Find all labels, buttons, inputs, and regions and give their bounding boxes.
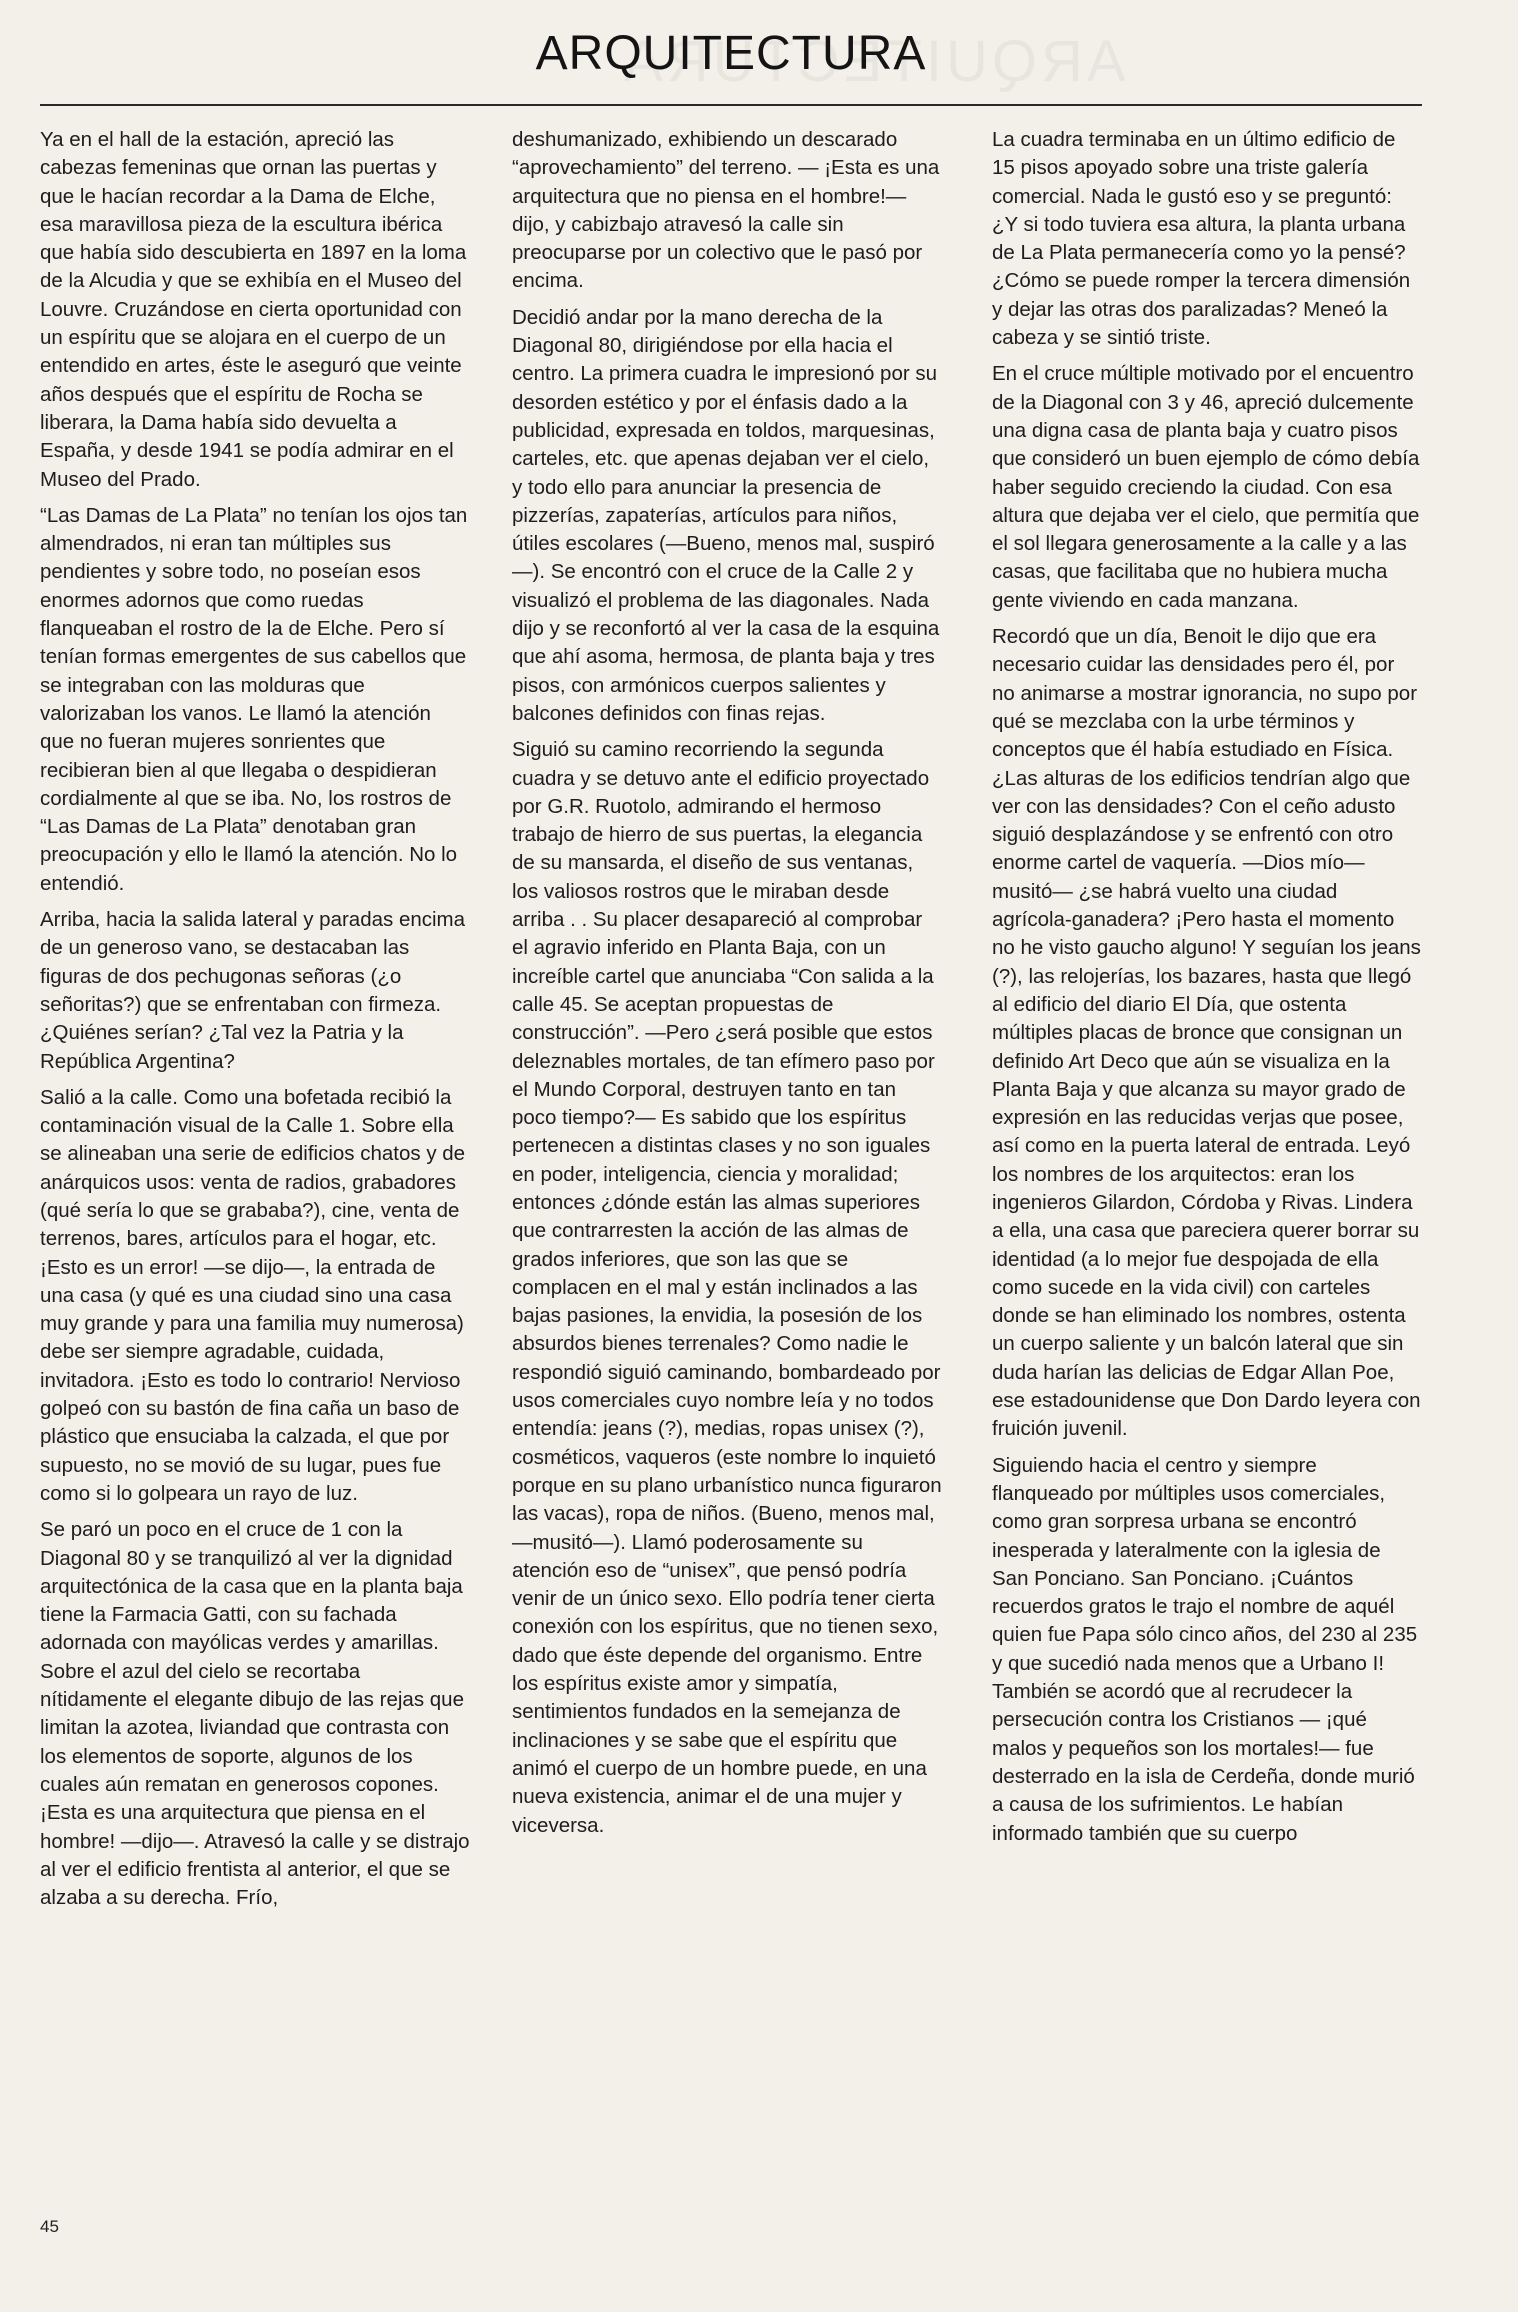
title-rule — [40, 104, 1422, 106]
column-2 — [512, 126, 942, 1848]
paragraph: La cuadra terminaba en un último edificio de 15 pisos apoyado sobre una triste galería comercial. Nada le gustó eso y se preguntó: ¿Y si todo tuviera esa altura, la planta urbana de La Plata permanecería como yo la pensé? ¿Cómo se puede romper la tercera dimensión y dejar las otras dos paralizadas? Meneó la cabeza y se sintió triste. — [992, 128, 1411, 350]
paragraph: Siguiendo hacia el centro y siempre flanqueado por múltiples usos comerciales, como gran sorpresa urbana se encontró inesperada y lateralmente con la iglesia de San Ponciano. San Ponciano. ¡Cuántos recuerdos gratos le trajo el nombre de aquél quien fue Papa sólo cinco años, del 230 al 235 y que sucedió nada menos que a Urbano I! También se acordó que al recrudecer la persecución contra los Cristianos — ¡qué malos y pequeños son los mortales!— fue desterrado en la isla de Cerdeña, donde murió a causa de los sufrimientos. Le habían informado también que su cuerpo — [992, 1453, 1418, 1845]
page-title: ARQUITECTURA — [535, 27, 927, 80]
paragraph: Ya en el hall de la estación, apreció las cabezas femeninas que ornan las puertas y que le hacían recordar a la Dama de Elche, esa maravillosa pieza de la escultura ibérica que había sido descubierta en 1897 en la loma de la Alcudia y que se exhibía en el Museo del Louvre. Cruzándose en cierta oportunidad con un espíritu que se alojara en el cuerpo de un entendido en artes, éste le aseguró que veinte años después que el espíritu de Rocha se liberara, la Dama había sido devuelta a España, y desde 1941 se podía admirar en el Museo del Prado. — [40, 128, 467, 491]
column-1 — [40, 126, 470, 1920]
paragraph: deshumanizado, exhibiendo un descarado “aprovechamiento” del terreno. — ¡Esta es una arquitectura que no piensa en el hombre!— dijo, y cabizbajo atravesó la calle sin preocuparse por un colectivo que le pasó por encima. — [512, 128, 940, 293]
paragraph: Se paró un poco en el cruce de 1 con la Diagonal 80 y se tranquilizó al ver la dignidad arquitectónica de la casa que en la planta baja tiene la Farmacia Gatti, con su fachada adornada con mayólicas verdes y amarillas. Sobre el azul del cielo se recortaba nítidamente el elegante dibujo de las rejas que limitan la azotea, liviandad que contrasta con los elementos de soporte, algunos de los cuales aún rematan en generosos copones. ¡Esta es una arquitectura que piensa en el hombre! —dijo—. Atravesó la calle y se distrajo al ver el edificio frentista al anterior, el que se alzaba a su derecha. Frío, — [40, 1518, 470, 1910]
page-number: 45 — [40, 2217, 59, 2236]
column-3 — [992, 126, 1422, 1856]
paragraph: En el cruce múltiple motivado por el encuentro de la Diagonal con 3 y 46, apreció dulcemente una digna casa de planta baja y cuatro pisos que consideró un buen ejemplo de cómo debía haber seguido creciendo la ciudad. Con esa altura que dejaba ver el cielo, que permitía que el sol llegara generosamente a la calle y a las casas, que facilitaba que no hubiera mucha gente viviendo en cada manzana. — [992, 362, 1420, 612]
paragraph: Decidió andar por la mano derecha de la Diagonal 80, dirigiéndose por ella hacia el centro. La primera cuadra le impresionó por su desorden estético y por el énfasis dado a la publicidad, expresada en toldos, marquesinas, carteles, etc. que apenas dejaban ver el cielo, y todo ello para anunciar la presencia de pizzerías, zapaterías, artículos para niños, útiles escolares (—Bueno, menos mal, suspiró—). Se encontró con el cruce de la Calle 2 y visualizó el problema de las diagonales. Nada dijo y se reconfortó al ver la casa de la esquina que ahí asoma, hermosa, de planta baja y tres pisos, con armónicos cuerpos salientes y balcones definidos con finas rejas. — [512, 305, 940, 725]
paragraph: “Las Damas de La Plata” no tenían los ojos tan almendrados, ni eran tan múltiples sus pendientes y sobre todo, no poseían esos enormes adornos que como ruedas flanqueaban el rostro de la de Elche. Pero sí tenían formas emergentes de sus cabellos que se integraban con las molduras que valorizaban los vanos. Le llamó la atención que no fueran mujeres sonrientes que recibieran bien al que llegaba o despidieran cordialmente al que se iba. No, los rostros de “Las Damas de La Plata” denotaban gran preocupación y ello le llamó la atención. No lo entendió. — [40, 503, 468, 895]
paragraph: Siguió su camino recorriendo la segunda cuadra y se detuvo ante el edificio proyectado por G.R. Ruotolo, admirando el hermoso trabajo de hierro de sus puertas, la elegancia de su mansarda, el diseño de sus ventanas, los valiosos rostros que le miraban desde arriba . . Su placer desapareció al comprobar el agravio inferido en Planta Baja, con un increíble cartel que anunciaba “Con salida a la calle 45. Se aceptan propuestas de construcción”. —Pero ¿será posible que estos deleznables mortales, de tan efímero paso por el Mundo Corporal, destruyen tanto en tan poco tiempo?— Es sabido que los espíritus pertenecen a distintas clases y no son iguales en poder, inteligencia, ciencia y moralidad; entonces ¿dónde están las almas superiores que contrarresten la acción de las almas de grados inferiores, que son las que se complacen en el mal y están inclinados a las bajas pasiones, la envidia, la posesión de los absurdos bienes terrenales? Como nadie le respondió siguió caminando, bombardeado por usos comerciales cuyo nombre leía y no todos entendía: jeans (?), medias, ropas unisex (?), cosméticos, vaqueros (este nombre lo inquietó porque en su plano urbanístico nunca figuraron las vacas), ropa de niños. (Bueno, menos mal, —musitó—). Llamó poderosamente su atención eso de “unisex”, que pensó podría venir de un único sexo. Ello podría tener cierta conexión con los espíritus, que no tienen sexo, dado que éste depende del organismo. Entre los espíritus existe amor y simpatía, sentimientos fundados en la semejanza de inclinaciones y se sabe que el espíritu que animó el cuerpo de un hombre puede, en una nueva existencia, animar el de una mujer y viceversa. — [512, 738, 942, 1837]
paragraph: Salió a la calle. Como una bofetada recibió la contaminación visual de la Calle 1. Sobre ella se alineaban una serie de edificios chatos y de anárquicos usos: venta de radios, grabadores (qué sería lo que se grababa?), cine, venta de terrenos, bares, artículos para el hogar, etc. ¡Esto es un error! —se dijo—, la entrada de una casa (y qué es una ciudad sino una casa muy grande y para una familia muy numerosa) debe ser siempre agradable, cuidada, invitadora. ¡Esto es todo lo contrario! Nervioso golpeó con su bastón de fina caña un baso de plástico que ensuciaba la calzada, el que por supuesto, no se movió de su lugar, pues fue como si lo golpeara un rayo de luz. — [40, 1085, 466, 1505]
paragraph: Arriba, hacia la salida lateral y paradas encima de un generoso vano, se destacaban las figuras de dos pechugonas señoras (¿o señoritas?) que se enfrentaban con firmeza. ¿Quiénes serían? ¿Tal vez la Patria y la República Argentina? — [40, 908, 466, 1073]
paragraph: Recordó que un día, Benoit le dijo que era necesario cuidar las densidades pero él, por no animarse a mostrar ignorancia, no supo por qué se mezclaba con la urbe términos y conceptos que él había estudiado en Física. ¿Las alturas de los edificios tendrían algo que ver con las densidades? Con el ceño adusto siguió desplazándose y se enfrentó con otro enorme cartel de vaquería. —Dios mío— musitó— ¿se habrá vuelto una ciudad agrícola-ganadera? ¡Pero hasta el momento no he visto gaucho alguno! Y seguían los jeans (?), las relojerías, los bazares, hasta que llegó al edificio del diario El Día, que ostenta múltiples placas de bronce que consignan un definido Art Deco que aún se visualiza en la Planta Baja y que alcanza su mayor grado de expresión en las reducidas verjas que posee, así como en la puerta lateral de entrada. Leyó los nombres de los arquitectos: eran los ingenieros Gilardon, Córdoba y Rivas. Lindera a ella, una casa que pareciera querer borrar su identidad (a lo mejor fue despojada de ella como sucede en la vida civil) con carteles donde se han eliminado los nombres, ostenta un cuerpo saliente y un balcón lateral que sin duda harían las delicias de Edgar Allan Poe, ese estadounidense que Don Dardo leyera con fruición juvenil. — [992, 625, 1421, 1441]
